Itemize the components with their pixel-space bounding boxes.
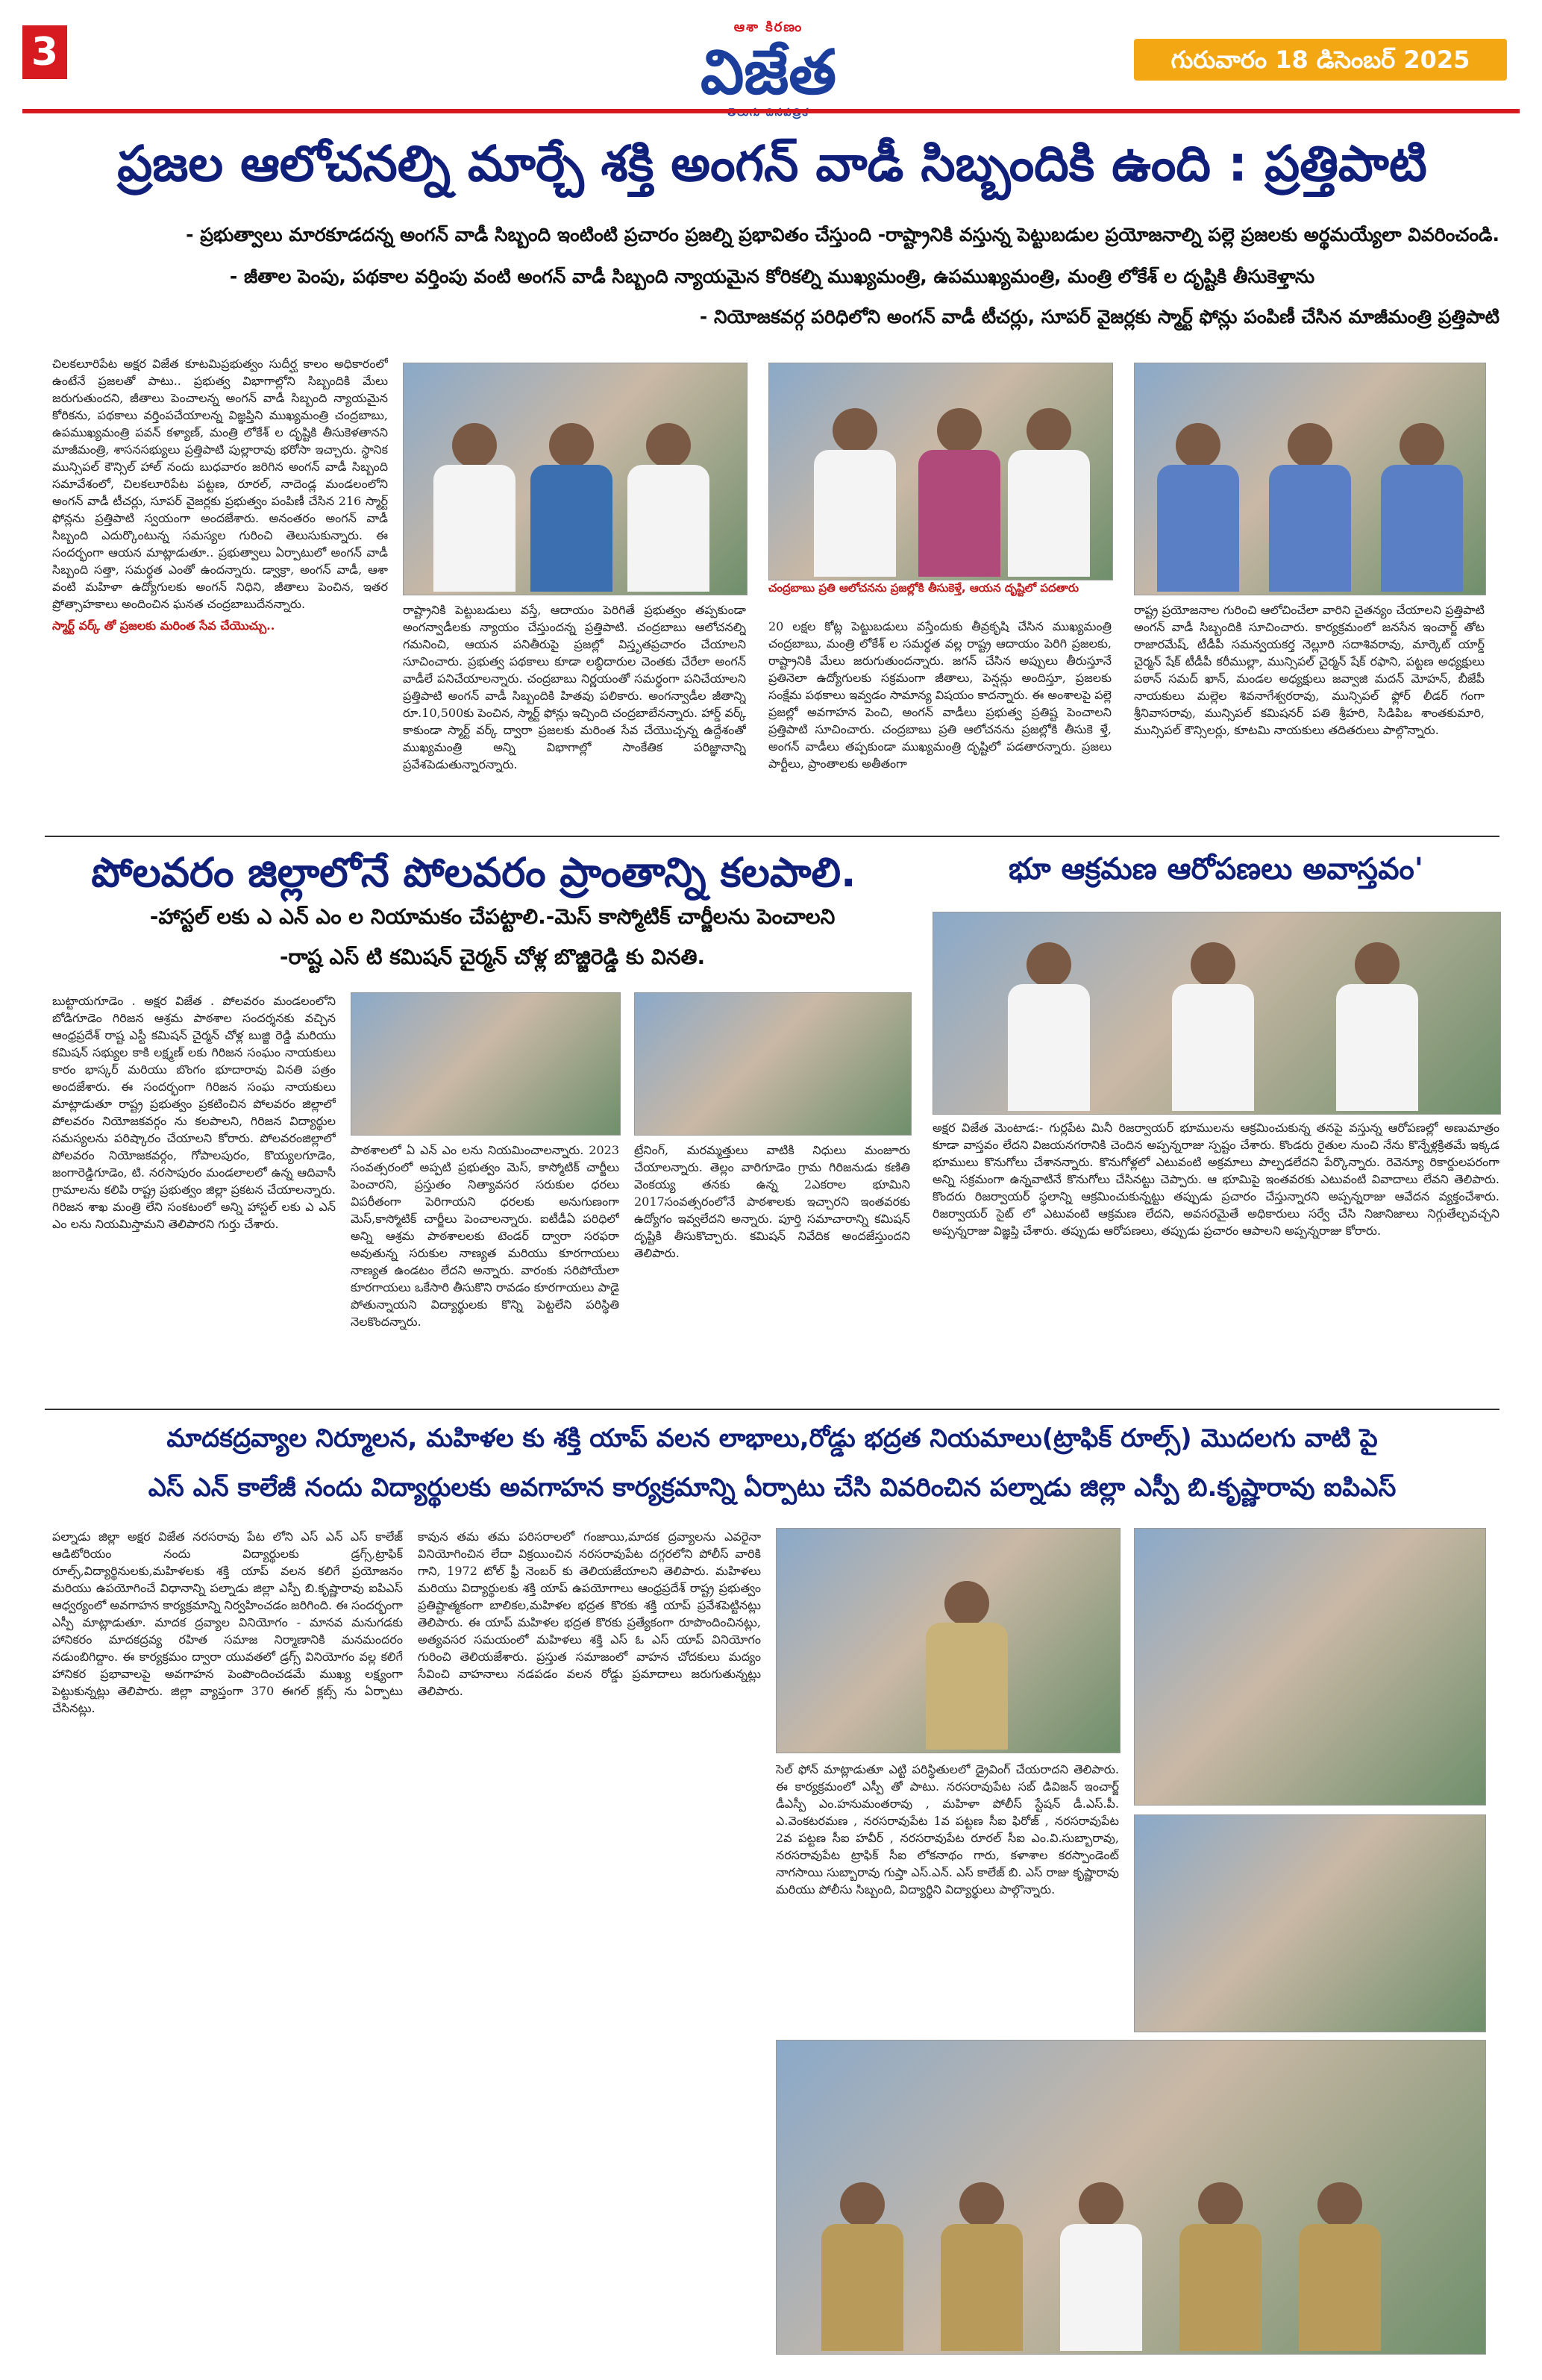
page-number: 3: [22, 25, 67, 79]
story1-bullet-1: - ప్రభుత్వాలు మారకూడదన్న అంగన్ వాడీ సిబ్బంది ఇంటింటి ప్రచారం ప్రజల్ని ప్రభావితం చేస్తుంది -రాష్ట్రానికి వస్తున్న పెట్టుబడుల ప్రయోజనాల్ని పల్లె ప్రజలకు అర్థమయ్యేలా వివరించండి.: [186, 224, 1499, 245]
story1-photo-caption: చంద్రబాబు ప్రతి ఆలోచనను ప్రజల్లోకి తీసుకెళ్తే, ఆయన దృష్టిలో పదతారు: [768, 581, 1079, 595]
story2-photo-1: [351, 992, 621, 1136]
story2-column-2: పాఠశాలలో ఏ ఎన్ ఎం లను నియమించాలన్నారు. 2023 సంవత్సరంలో అప్పటి ప్రభుత్వం మెస్, కాస్మోటిక్ చార్జీలు పెంచారని, ప్రస్తుతం నిత్యావసర సరుకుల ధరలు విపరీతంగా పెరిగాయని ధరలకు అనుగుణంగా మెస్,కాస్మోటిక్ చార్జీలు పెంచాలన్నారు. ఐటీడీఏ పరిధిలో అన్ని ఆశ్రమ పాఠశాలలకు టెండర్ ద్వారా సరఫరా అవుతున్న సరుకుల నాణ్యత మరియు కూరగాయలు నాణ్యత ఉండటం లేదని అన్నారు. వారంకు సరిపోయేలా కూరగాయలు ఒకేసారి తీసుకొని రావడం కూరగాయలు పాడై పోతున్నాయని విద్యార్థులకు కొన్ని పెట్టలేని పరిస్థితి నెలకొందన్నారు.: [351, 1143, 619, 1329]
story1-bullet-3: - నియోజకవర్గ పరిధిలోని అంగన్ వాడీ టీచర్లు, సూపర్ వైజర్లకు స్మార్ట్ ఫోన్లు పంపిణీ చేసిన మాజీమంత్రి ప్రత్తిపాటి: [699, 306, 1499, 328]
story1-column-4: రాష్ట్ర ప్రయోజనాల గురించి ఆలోచించేలా వారిని చైతన్యం చేయాలని ప్రత్తిపాటి అంగన్ వాడీ సిబ్బందికి సూచించారు. కార్యక్రమంలో జనసేన ఇంచార్జ్ తోట రాజారమేష్, టీడీపీ సమన్వయకర్త నెల్లూరి సదాశివరావు, మార్కెట్ యార్డ్ చైర్మన్ షేక్ టీడీపీ కరీముల్లా, మున్సిపల్ చైర్మన్ షేక్ రఫాని, పట్టణ అధ్యక్షులు పఠాన్ సమద్ ఖాన్, మండల అధ్యక్షులు జవ్వాజి మదన్ మోహన్, బీజేపీ నాయకులు మల్లెల శివనాగేశ్వరరావు, మున్సిపల్ ఫ్లోర్ లీడర్ గంగా శ్రీనివాసరావు, మున్సిపల్ కమిషనర్ పతి శ్రీహరి, సిడిపిఒ శాంతకుమారి, మున్సిపల్ కౌన్సిలర్లు, కూటమి నాయకులు తదితరులు పాల్గొన్నారు.: [1134, 603, 1485, 737]
story4-column-2: కావున తమ తమ పరిసరాలలో గంజాయి,మాదక ద్రవ్యాలను ఎవరైనా వినియోగించిన లేదా విక్రయించిన నరసరావుపేట దగ్గరలోని పోలీస్ వారికి గాని, 1972 టోల్ ఫ్రీ నెంబర్ కు తెలియజేయాలని తెలిపారు. మహిళలు మరియు విద్యార్థులకు శక్తి యాప్ ఉపయోగాలు ఆంధ్రప్రదేశ్ రాష్ట్ర ప్రభుత్వం ప్రతిష్టాత్మకంగా బాలికల,మహిళల భద్రత కొరకు శక్తి యాప్ ప్రవేశపెట్టినట్లు తెలిపారు. ఈ యాప్ మహిళల భద్రత కొరకు ప్రత్యేకంగా రూపొందించినట్లు, అత్యవసర సమయంలో మహిళలు శక్తి ఎస్ ఓ ఎస్ యాప్ వినియోగం గురించి తెలియజేశారు. ప్రస్తుత సమాజంలో వాహన చోదకులు మద్యం సేవించి వాహనాలు నడపడం వలన రోడ్డు ప్రమాదాలు జరుగుతున్నట్లు తెలిపారు.: [418, 1529, 761, 1698]
story1-photo-2: [768, 363, 1113, 580]
story2-column-1: బుట్టాయగూడెం . అక్షర విజేత . పోలవరం మండలంలోని బోడిగూడెం గిరిజన ఆశ్రమ పాఠశాల సందర్శనకు వచ్చిన ఆంధ్రప్రదేశ్ రాష్ట ఎస్టీ కమిషన్ చైర్మన్ చోళ్ల బుజ్జి రెడ్డి మరియు కమిషన్ సభ్యుల కాకి లక్ష్మణ్ లకు గిరిజన సంఘం నాయకులు కారం భాస్కర్ మరియు బొంగం భూదారావు వినతి పత్రం అందజేశారు. ఈ సందర్భంగా గిరిజన సంఘ నాయకులు మాట్లాడుతూ రాష్ట్ర ప్రభుత్వం ప్రకటించిన పోలవరం జిల్లాలో పోలవరం నియోజకవర్గం ను కలపాలని, గిరిజన విద్యార్థుల సమస్యలను పరిష్కారం చేయాలని కోరారు. పోలవరంజిల్లాలో పోలవరం నియోజకవర్గం, గోపాలపురం, కొయ్యలగూడెం, జంగారెడ్డిగూడెం, టి. నరసాపురం మండలాలలో ఉన్న ఆదివాసీ గ్రామాలను కలిపి రాష్ట్ర ప్రభుత్వం జిల్లా ప్రకటన చేయాలన్నారు. గిరిజన శాఖ మంత్రి లేని సంకటంలో అన్ని హాస్టల్ లకు ఎ ఎన్ ఎం లను నియమిస్తామని తెలిపారని గుర్తు చేశారు.: [52, 994, 336, 1231]
story4-photo-1: [776, 1528, 1121, 1753]
section-divider-2: [45, 1409, 1499, 1410]
story3-photo: [933, 912, 1501, 1115]
story1-bullet-2: - జీతాల పెంపు, పథకాల వర్తింపు వంటి అంగన్ వాడీ సిబ్బంది న్యాయమైన కోరికల్ని ముఖ్యమంత్రి, ఉపముఖ్యమంత్రి, మంత్రి లోకేశ్ ల దృష్టికి తీసుకెళ్తాను: [229, 266, 1315, 287]
story1-headline: ప్రజల ఆలోచనల్ని మార్చే శక్తి అంగన్ వాడీ సిబ్బందికి ఉంది : ప్రత్తిపాటి: [117, 135, 1427, 192]
story4-column-3: సెల్ ఫోన్ మాట్లాడుతూ ఎట్టి పరిస్థితులలో డ్రైవింగ్ చేయరాదని తెలిపారు. ఈ కార్యక్రమంలో ఎస్పీ తో పాటు. నరసరావుపేట సబ్ డివిజన్ ఇంచార్జ్ డీఎస్పీ ఎం.హనుమంతరావు , మహిళా పోలీస్ స్టేషన్ డీ.ఎస్.పీ. ఎ.వెంకటరమణ , నరసరావుపేట 1వ పట్టణ సీఐ ఫిరోజ్ , నరసరావుపేట 2వ పట్టణ సీఐ హవీర్ , నరసరావుపేట రూరల్ సీఐ ఎం.వి.సుబ్బారావు, నరసరావుపేట ట్రాఫిక్ సీఐ లోకనాథం గారు, కళాశాల కరస్పాండెంట్ నాగసాయి సుబ్బారావు గుప్తా ఎస్.ఎన్. ఎస్ కాలేజ్ బి. ఎస్ రాజు కృష్ణారావు మరియు పోలీసు సిబ్బంది, విద్యార్థిని విద్యార్థులు పాల్గొన్నారు.: [776, 1762, 1119, 1897]
story1-column-1: [52, 355, 388, 825]
section-divider-1: [45, 836, 1499, 837]
story1-subhead: స్మార్ట్ వర్క్ తో ప్రజలకు మరింత సేవ చేయొచ్చు..: [52, 619, 275, 633]
story4-photo-2: [1134, 1528, 1486, 1806]
story2-headline: పోలవరం జిల్లాలోనే పోలవరం ప్రాంతాన్ని కలపాలి.: [91, 849, 856, 896]
story4-photo-3: [1134, 1814, 1486, 2032]
story2-column-3: ట్రేనింగ్, మరమ్మత్తులు వాటికి నిధులు మంజూరు చేయాలన్నారు. తెల్లం వారిగూడెం గ్రామ గిరిజనుడు కణితి వెంకయ్య తనకు ఉన్న 2ఎకరాల భూమిని 2017సంవత్సరంలోనే పాఠశాలకు ఇచ్చారని ఇంతవరకు ఉద్యోగం ఇవ్వలేదని అన్నారు. పూర్తి సమాచారాన్ని కమిషన్ దృష్టికి తీసుకొచ్చారు. కమిషన్ నివేదిక అందజేస్తుందని తెలిపారు.: [634, 1143, 910, 1260]
story1-photo-3: [1134, 363, 1486, 595]
header-rule: [22, 109, 1520, 113]
masthead-tagline: ఆశా కిరణం: [733, 19, 803, 35]
story1-photo-1: [403, 363, 748, 595]
story1-column-3: 20 లక్షల కోట్ల పెట్టుబడులు వస్తేందుకు తీవ్రకృషి చేసిన ముఖ్యమంత్రి చంద్రబాబు, మంత్రి లోకేశ్ ల సమర్థత వల్ల రాష్ట్ర ఆదాయం పెరిగి ప్రజలకు, రాష్ట్రానికి మేలు జరుగుతుందన్నారు. జగన్ చేసిన అప్పులు తీరుస్తూనే ప్రతినెలా ఉద్యోగులకు సక్రమంగా జీతాలు, పెన్షన్లు అందిస్తూ, ప్రజలకు సంక్షేమ పథకాలు ఇవ్వడం సామాన్య విషయం కాదన్నారు. ఈ అంశాలపై పల్లె ప్రజల్లో అవగాహన పెంచి, అంగన్ వాడీలు ప్రభుత్వ ప్రతిష్ట పెంచాలని ప్రత్తిపాటి సూచించారు. చంద్రబాబు ప్రతి ఆలోచనను ప్రజల్లోకి తీసుకె ళ్తే, అంగన్ వాడీలు తప్పకుండా ముఖ్యమంత్రి దృష్టిలో పడతారన్నారు. ప్రజలు పార్టీలు, ప్రాంతాలకు అతీతంగా: [768, 619, 1112, 771]
masthead-logo: విజేత: [700, 37, 837, 108]
masthead: [552, 19, 985, 109]
story2-photo-2: [634, 992, 912, 1136]
story4-headline-2: ఎస్ ఎన్ కాలేజీ నందు విద్యార్థులకు అవగాహన కార్యక్రమాన్ని ఏర్పాటు చేసి వివరించిన పల్నాడు జిల్లా ఎస్పీ బి.కృష్ణారావు ఐపిఎస్: [148, 1473, 1397, 1503]
story3-column: అక్షర విజేత మెంటాడ:- గుర్లపేట మినీ రిజర్వాయర్ భూములను ఆక్రమించుకున్న తనపై వస్తున్న ఆరోపణల్లో అణుమాత్రం కూడా వాస్తవం లేదని విజయనగరానికి చెందిన అప్పన్నరాజు స్పష్టం చేశారు. కొండరు రైతుల నుంచి నేను కొన్నేళ్లక్రితమే ఇక్కడ భూములు కొనుగోలు చేశానన్నారు. కొనుగోళ్లలో ఎటువంటి అక్రమాలు పాల్పడలేదని పేర్కొన్నారు. రెవెన్యూ రికార్డులపరంగా అన్ని సక్రమంగా ఉన్నవాటినే కొనుగోలు చేసినట్టు చెప్పారు. ఆ భూమిపై ఇంతవరకు ఎటువంటి వివాదాలు లేవని తెలిపారు. కొందరు రిజర్వాయర్ స్థలాన్ని ఆక్రమించుకున్నట్టు తప్పుడు ప్రచారం చేస్తున్నారని అప్పన్నరాజు ఆవేదన వ్యక్తంచేశారు. రిజర్వాయర్ సైట్ లో ఎటువంటి ఆక్రమణ లేదని, అవసరమైతే అధికారులు సర్వే చేసి నిజానిజాలు నిగ్గుతేల్చవచ్చని అప్పన్నరాజు విజ్ఞప్తి చేశారు. తప్పుడు ఆరోపణలు, తప్పుడు ప్రచారం ఆపాలని అప్పన్నరాజు కోరారు.: [933, 1121, 1499, 1238]
story4-column-1: పల్నాడు జిల్లా అక్షర విజేత నరసరావు పేట లోని ఎస్ ఎన్ ఎస్ కాలేజ్ ఆడిటోరియం నందు విద్యార్థులకు డ్రగ్స్,ట్రాఫిక్ రూల్స్,విద్యార్థినులకు,మహిళలకు శక్తి యాప్ వలన కలిగే ప్రయోజనం మరియు ఉపయోగించే విధానాన్ని పల్నాడు జిల్లా ఎస్పీ బి.కృష్ణారావు ఐపిఎస్ ఆధ్వర్యంలో అవగాహన కార్యక్రమాన్ని నిర్వహించడం జరిగింది. ఈ సందర్భంగా ఎస్పీ మాట్లాడుతూ. మాదక ద్రవ్యాల వినియోగం - మానవ మనుగడకు హానికరం మాదకద్రవ్య రహిత సమాజ నిర్మాణానికి మనమందరం నడుంబిగిద్దాం. ఈ కార్యక్రమం ద్వారా యువతలో డ్రగ్స్ వినియోగం వల్ల కలిగే హానికర ప్రభావాలపై అవగాహన పెంపొందించడమే ముఖ్య లక్ష్యంగా పెట్టుకున్నట్లు తెలిపారు. జిల్లా వ్యాప్తంగా 370 ఈగల్ క్లబ్స్ ను ఏర్పాటు చేసినట్లు.: [52, 1529, 403, 1715]
story4-headline-1: మాదకద్రవ్యాల నిర్మూలన, మహిళల కు శక్తి యాప్ వలన లాభాలు,రోడ్డు భద్రత నియమాలు(ట్రాఫిక్ రూల్స్) మొదలగు వాటి పై: [166, 1424, 1378, 1453]
story1-column-2: రాష్ట్రానికి పెట్టుబడులు వస్తే, ఆదాయం పెరిగితే ప్రభుత్వం తప్పకుండా అంగన్వాడీలకు న్యాయం చేస్తుందన్న ప్రత్తిపాటి. చంద్రబాబు ఆలోచనల్ని గమనించి, ఆయన పనితీరుపై ప్రజల్లో విస్తృతప్రచారం చేయాలని సూచించారు. ప్రభుత్వ పథకాలు కూడా లబ్ధిదారుల చెంతకు చేరేలా అంగన్ వాడీలే పనిచేయాలన్నారు. చంద్రబాబు నిర్ణయంతో సమర్థంగా పనిచేయాలని ప్రత్తిపాటి అంగన్ వాడీ సిబ్బందికి హితవు పలికారు. అంగన్వాడీల జీతాన్ని రూ.10,500కు పెంచిన, స్మార్ట్ ఫోన్లు ఇచ్చింది చంద్రబాబేనన్నారు. హార్డ్ వర్క్ కాకుండా స్మార్ట్ వర్క్ ద్వారా ప్రజలకు మరింత సేవ చేయొచ్చన్న ఉద్దేశంతో ముఖ్యమంత్రి అన్ని విభాగాల్లో సాంకేతిక పరిజ్ఞానాన్ని ప్రవేశపెడుతున్నారన్నారు.: [403, 603, 746, 771]
story4-photo-4: [776, 2040, 1486, 2355]
issue-date: గురువారం 18 డిసెంబర్ 2025: [1134, 39, 1507, 81]
story2-subhead-1: -హాస్టల్ లకు ఎ ఎన్ ఎం ల నియామకం చేపట్టాలి.-మెస్ కాస్మోటిక్ చార్జీలను పెంచాలని: [149, 904, 836, 929]
story2-subhead-2: -రాష్ట ఎస్ టి కమిషన్ చైర్మన్ చోళ్ల బొజ్జిరెడ్డి కు వినతి.: [279, 945, 706, 969]
story3-headline: భూ ఆక్రమణ ఆరోపణలు అవాస్తవం': [1008, 852, 1424, 886]
story1-col1-text: చిలకలూరిపేట అక్షర విజేత కూటమిప్రభుత్వం సుదీర్ఘ కాలం అధికారంలో ఉంటేనే ప్రజలతో పాటు.. ప్రభుత్వ విభాగాల్లోని సిబ్బందికి మేలు జరుగుతుందని, జీతాలు పెంచాలన్న అంగన్ వాడీ సిబ్బంది న్యాయమైన కోరికను, పథకాలు వర్తింపచేయాలన్న విజ్ఞప్తిని ముఖ్యమంత్రి చంద్రబాబు, ఉపముఖ్యమంత్రి పవన్ కళ్యాణ్, మంత్రి లోకేశ్ ల దృష్టికి తీసుకెళతానని మాజీమంత్రి, శాసనసభ్యులు ప్రత్తిపాటి పుల్లారావు భరోసా ఇచ్చారు. స్థానిక మున్సిపల్ కౌన్సిల్ హాల్ నందు బుధవారం జరిగిన అంగన్ వాడీ సిబ్బంది సమావేశంలో, చిలకలూరిపేట పట్టణ, రూరల్, నాదెండ్ల మండలంలోని అంగన్ వాడీ టీచర్లు, సూపర్ వైజర్లకు ప్రభుత్వం పంపిణీ చేసిన 216 స్మార్ట్ ఫోన్లను ప్రత్తిపాటి స్వయంగా అందజేశారు. అనంతరం అంగన్ వాడీ సిబ్బంది ఎదుర్కొంటున్న సమస్యల గురించి తెలుసుకున్నారు. ఈ సందర్భంగా ఆయన మాట్లాడుతూ.. ప్రభుత్వాలు ఏర్పాటులో అంగన్ వాడీ సిబ్బంది సత్తా, సమర్థత ఎంతో ఉందన్నారు. డ్వాక్రా, అంగన్ వాడీ, ఆశా వంటి మహిళా ఉద్యోగులకు అంగన్ నిధిని, జీతాలు పెంచిన, ఇతర ప్రోత్సాహకాలు అందించిన ఘనత చంద్రబాబుదేనన్నారు.: [52, 357, 388, 611]
